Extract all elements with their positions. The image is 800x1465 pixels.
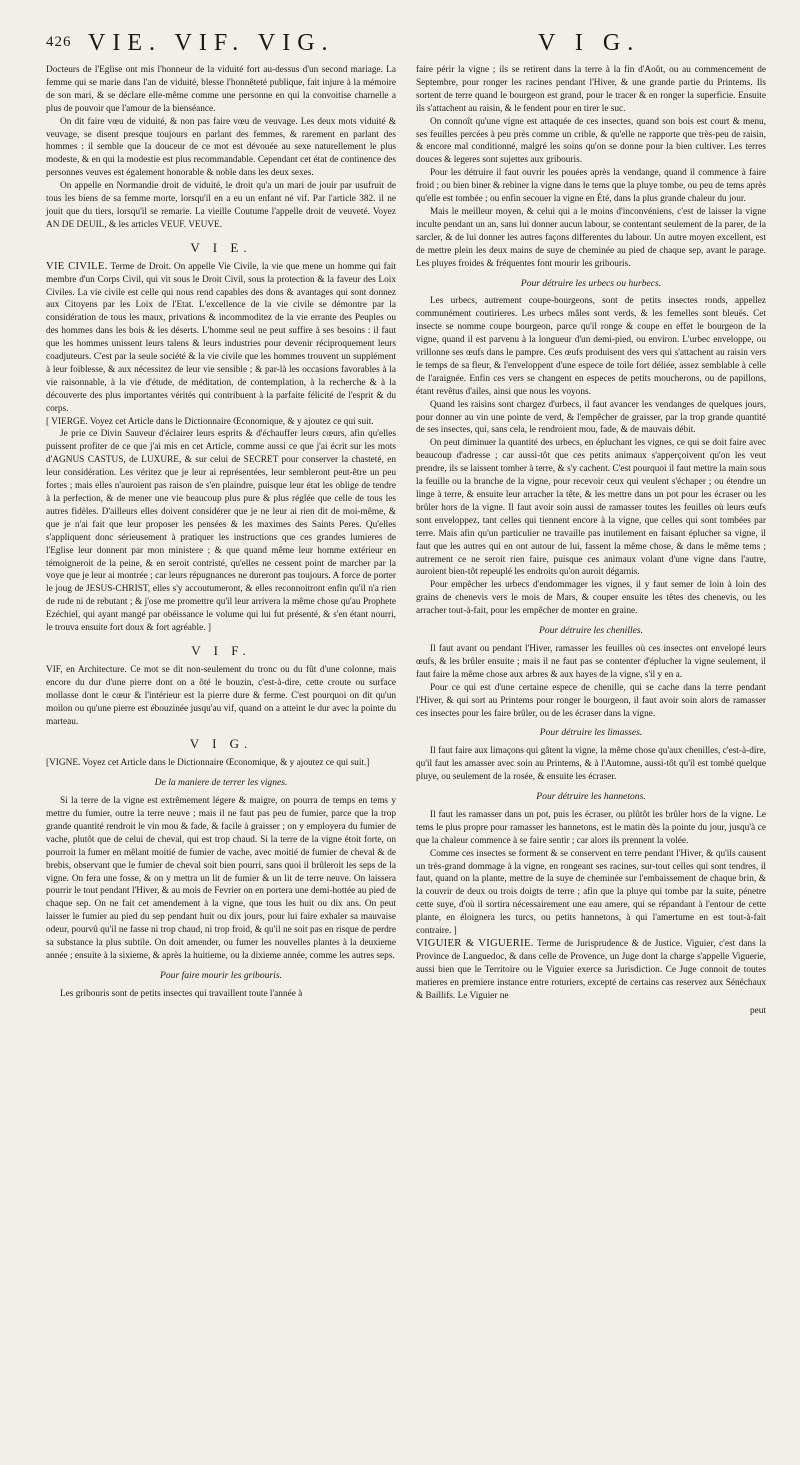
entry-text-vie-civile: Terme de Droit. On appelle Vie Civile, la vie que mene un homme qui fait membre d'un Corps Civil, qui vit sous le Droit Civil, sous la protection & la faveur des Loix Civiles. La vie civile est celle qui nous rend capables des dons & avantages qui sont donnez aux Citoyens par les Loix de l'Etat. L'excellence de la vie civile se démontre par la considération de tous les maux, privations & incommoditez de la vie errante des Peuples ou des hommes dans les bois & les déserts. L'homme seul ne peut suffire à ses besoins : il faut que les hommes unissent leurs talens & leurs industries pour devenir réciproquement leurs coadjuteurs. C'est par la seule société & la vie civile que les hommes trouvent un supplément à leur foiblesse, & aux nécessitez de leur vie sensible ; & par-là les occasions favorables à la vie raisonnable, à la vie d'étude, de méditation, de contemplation, à la recherche & à la découverte des plus importantes vérités qui contribuent à la parfaite félicité de l'esprit & du corps. (46, 261, 396, 414)
paragraph-urbecs-2: Quand les raisins sont chargez d'urbecs, il faut avancer les vendanges de quelques jours, pour donner au vin une pointe de verd, & l'empêcher de graisser, par la trop grande quantité de ses insectes, qui, sans cela, le rendroient mou, fade, & de mauvais débit. (416, 399, 766, 436)
paragraph-gribouris-4: Mais le meilleur moyen, & celui qui a le moins d'inconvéniens, c'est de laisser la vigne inculte pendant un an, sans lui donner aucun labour, se contentant seulement de la parer, de la sarcler, & de lui donner les autres façons differentes du labour. Un autre moyen excellent, est de mettre plein les deux mains de suye de cheminée au pied de chaque sep, avant le parage. Les pluyes froides & fréquentes font mourir les gribouris. (416, 206, 766, 269)
section-heading-vig: V I G. (189, 736, 253, 752)
subheading-terrer: De la maniere de terrer les vignes. (154, 777, 288, 789)
paragraph-gribouris-cont: faire périr la vigne ; ils se retirent dans la terre à la fin d'Août, ou au commencement de Septembre, pour ronger les racines pendant l'Hiver, & une grande partie du Printems. Ils sortent de terre quand le bourgeon est grand, pour le tracer & en ronger la superficie. Ensuite ils s'attachent au raisin, & le fendent pour en tirer le suc. (416, 65, 766, 114)
page-header (46, 30, 766, 64)
paragraph-limasses-1: Il faut faire aux limaçons qui gâtent la vigne, la même chose qu'aux chenilles, c'est-à-dire, qu'il faut les amasser avec soin au Printems, & à l'Automne, aussi-tôt qu'il est tombé quelque pluye, ou seulement de la rosée, & ensuite les écraser. (416, 746, 766, 783)
entry-term-vie-civile: VIE CIVILE. (46, 260, 108, 272)
subheading-limasses: Pour détruire les limasses. (539, 727, 643, 739)
paragraph-veuve-3: On appelle en Normandie droit de viduité, le droit qu'a un mari de jouir par usufruit de tous les biens de sa femme morte, lorsqu'il en a eu un enfant né vif. Par l'article 382. il ne jouit que du tiers, lorsqu'il se remarie. La vieille Coutume l'appelle droit de veuveté. Voyez AN DE DEUIL, & les articles VEUF. VEUVE. (46, 181, 396, 230)
paragraph-gribouris-3: Pour les détruire il faut ouvrir les pouées après la vendange, quand il commence à faire froid ; ou bien biner & rebiner la vigne dans le tems que la pluye tombe, ou peu de tems après qu'elle est tombée ; ou enfin secouer la vigne en Été, dans la plus grande chaleur du jour. (416, 168, 766, 205)
page-number: 426 (46, 34, 72, 50)
entry-vif: VIF, en Architecture. Ce mot se dit non-seulement du tronc ou du fût d'une colonne, mais encore du dur d'une pierre dont on a ôté le bouzin, c'est-à-dire, cette croute ou surface mollasse dont le cœur & l'intérieur est la pierre dure & ferme. C'est pourquoi on dit qu'un moilon ou qu'une pierre est ébouzinée jusqu'au vif, quand on a atteint le dur avec la pointe du marteau. (46, 664, 396, 727)
paragraph-hannetons-1: Il faut les ramasser dans un pot, puis les écraser, ou plûtôt les brûler hors de la vigne. Le tems le plus propre pour ramasser les hannetons, est le matin dès la pointe du jour, jusqu'à ce que la chaleur commence à se faire sentir ; car alors ils prennent la volée. (416, 809, 766, 846)
paragraph-hannetons-2: Comme ces insectes se forment & se conservent en terre pendant l'Hiver, & qu'ils causent un très-grand dommage à la vigne, en rongeant ses racines, sur-tout celles qui sont tendres, il faut, quand on la plante, mettre de la suye de cheminée sur l'embaissement de chaque brin, & la couvrir de deux ou trois doigts de terre ; afin que la pluye qui tombe par la suite, pénetre cette suye, d'où il sortira nécessairement une eau amere, qui se répandant à l'entour de cette plante, en éloignera les turcs, ou petits hannetons, à qui l'amertume en est tout-à-fait contraire. ] (416, 848, 766, 937)
subheading-gribouris: Pour faire mourir les gribouris. (160, 969, 282, 981)
entry-term-viguier: VIGUIER & VIGUERIE. (416, 938, 534, 949)
paragraph-urbecs-3: On peut diminuer la quantité des urbecs, en épluchant les vignes, ce qui se doit faire avec beaucoup d'adresse ; car aussi-tôt que ces petits animaux s'apperçoivent qu'on les veut prendre, ils se laissent tomber à terre, & s'y cachent. C'est pourquoi il faut mettre la main sous la feuille ou la branche de la vigne, pour recevoir ceux qui veulent s'échaper ; ou étendre un linge à terre, & ensuite leur arracher la tête, & les mettre dans un pot pour les écraser ou les brûler hors de la vigne. Il faut avoir soin aussi de ramasser toutes les feuilles où leurs œufs sont enveloppez, tant celles qui tiennent encore à la vigne, que celles qui sont tombées par terre. Mais afin qu'un particulier ne travaille pas inutilement en faisant éplucher sa vigne, il faut que les autres qui en ont autour de lui, fassent la même chose, & dans le même tems ; autrement ce ne seroit rien faire, puisque ces animaux volant d'une vigne dans l'autre, auroient bien-tôt repeuplé les endroits qu'on auroit dégarnis. (416, 438, 766, 578)
section-heading-vif: V I F. (191, 642, 251, 658)
subheading-urbecs: Pour détruire les urbecs ou hurbecs. (520, 277, 662, 289)
entry-vigne: [VIGNE. Voyez cet Article dans le Dictionnaire Œconomique, & y ajoutez ce qui suit.] (46, 758, 370, 769)
entry-viguier (416, 938, 766, 1003)
section-heading-vie: V I E. (190, 239, 252, 255)
paragraph-vierge-2: Je prie ce Divin Sauveur d'éclairer leurs esprits & d'échauffer leurs cœurs, afin qu'elles puissent profiter de ce que j'ai mis en cet Article, comme aussi ce que j'ai écrit sur les mots d'AGNUS CASTUS, de LUXURE, & sur celui de SECRET pour conserver la chasteté, en leur considération. Les véritez que je leur ai représentées, leur sembleront peut-être un peu fortes ; mais elles n'auroient pas raison de s'en plaindre, puisque leur état les oblige de tendre à la perfection, & de mener une vie beaucoup plus pure & plus réglée que celle de tous les autres fidèles. D'ailleurs elles doivent considérer que je ne leur ai rien dit de moi-même, & que je n'ai fait que leur proposer les pensées & les maximes des Saints Peres. Qu'elles s'appliquent donc sérieusement à pratiquer les instructions que ces grandes lumieres de l'Eglise leur donnent par mon ministere ; & que quand même leur homme extérieur en témoigneroit de la peine, & en seroit contristé, qu'elles ne cessent point de marcher par la voye que je leur ai montrée ; car leurs répugnances ne dureront pas toujours. A force de porter le joug de JESUS-CHRIST, elles s'y accoutumeront, & elles reconnoitront enfin qu'il n'a rien de rude ni de rebutant ; & j'ose me promettre qu'il leur arrivera la même chose qu'au Prophete Ezéchiel, qui ayant mangé par obéissance le volume qui lui fut présenté, & s'en étant nourri, le trouva ensuite fort doux & fort agréable. ] (46, 429, 396, 634)
right-column (416, 64, 766, 1017)
text-columns (46, 64, 766, 1017)
entry-vierge: [ VIERGE. Voyez cet Article dans le Dictionnaire Œconomique, & y ajoutez ce qui suit. (46, 416, 374, 427)
subheading-hannetons: Pour détruire les hannetons. (536, 791, 646, 803)
running-title-left: VIE. VIF. VIG. (88, 30, 335, 56)
paragraph-chenilles-1: Il faut avant ou pendant l'Hiver, ramasser les feuilles où ces insectes ont envelopé leurs œufs, & les brûler ensuite ; mais il ne faut pas se contenter d'éplucher la vigne seulement, il faut faire la même chose aux arbres & aux hayes de la vigne, s'il y en a. (416, 643, 766, 680)
running-title-right: V I G. (538, 30, 641, 56)
paragraph-urbecs-1: Les urbecs, autrement coupe-bourgeons, sont de petits insectes ronds, appellez communément coutirieres. Les urbecs mâles sont verds, & les femelles sont bleuës. Cet insecte se nomme coupe bourgeon, parce qu'il ronge & coupe en effet le bourgeon de la vigne, quand il est parvenu à la longueur d'un demi-pied, ou environ. L'urbec enveloppe, ou vrillonne ses œufs dans le pampre. Ces œufs produisent des vers qui s'attachent au raisin vers le temps de sa fleur, & l'enveloppent d'une espece de toile fort déliée, assez semblable à celle de l'araignée. Enfin ces vers se changent en especes de petits moucherons, ou de papillons, étant revêtus d'ailes, ainsi que nous les voyons. (416, 296, 766, 397)
paragraph-gribouris-start: Les gribouris sont de petits insectes qui travaillent toute l'année à (60, 988, 303, 999)
left-column (46, 64, 396, 1017)
entry-text-viguier: Terme de Jurisprudence & de Justice. Viguier, c'est dans la Province de Languedoc, & dans celle de Provence, un Juge dont la charge s'appelle Viguerie, aussi bien que le Territoire ou le Viguier exerce sa Jurisdiction. Ce Juge connoit de toutes matieres en premiere instance entre roturiers, excepté de certains cas reservez aux Sénéchaux & Baillifs. Le Viguier ne (416, 939, 766, 1001)
paragraph-urbecs-4: Pour empêcher les urbecs d'endommager les vignes, il y faut semer de loin à loin des grains de chenevis vers le mois de Mars, & couper ensuite les têtes des chenevis, ou les arracher tout-à-fait, pour les empêcher de monter en graine. (416, 580, 766, 617)
subheading-chenilles: Pour détruire les chenilles. (538, 625, 644, 637)
paragraph-chenilles-2: Pour ce qui est d'une certaine espece de chenille, qui se cache dans la terre pendant l'Hiver, & qui sort au Printems pour ronger le bourgeon, il faut avoir soin alors de ramasser ces insectes pour les faire brûler, ou de les écraser dans la vigne. (416, 682, 766, 719)
paragraph-terrer: Si la terre de la vigne est extrêmement légere & maigre, on pourra de temps en tems y mettre du fumier, outre la terre neuve ; mais il ne faut pas peu de fumier, parce que la trop grande quantité rendroit le vin mou & fade, & facile à graisser ; on y employera du fumier de vache, plutôt que de celui de cheval, qui est trop chaud. Si la terre de la vigne étoit forte, on pourroit la fumer en mêlant moitié de fumier de vache, avec moitié de fumier de cheval & de brebis, observant que le fumier de cheval soit bien pourri, sans quoi il brûleroit les seps de la vigne. On fera une fosse, & on y mettra un lit de fumier & un lit de terre neuve. On laissera pourrir le tout pendant l'Hiver, & au mois de Fevrier on en portera une demi-hottée au pied de chaque sep. On ne fait cet amendement à la vigne, que tous les huit ou dix ans. On peut laisser le fumier au pied du sep pendant huit ou dix jours, pour lui faire exhaler sa mauvaise odeur, pourvû qu'il ne fasse ni trop chaud, ni trop froid, & qu'il ne soit pas en risque de perdre sa substance la plus subtile. On doit amender, ou fumer les nouvelles plantes à la deuxieme année ; ensuite à la sixieme, & après la huitieme, ou la dixieme année, comme les autres seps. (46, 796, 396, 961)
paragraph-gribouris-2: On connoît qu'une vigne est attaquée de ces insectes, quand son bois est court & menu, ses feuilles percées à peu près comme un crible, & qu'elle ne rapporte que très-peu de raisin, & encore mal conditionné, malgré les soins qu'on se donne pour la bien cultiver. Les terres douces & legeres sont sujettes aux gribouris. (416, 116, 766, 166)
paragraph-veuve-1: Docteurs de l'Eglise ont mis l'honneur de la viduité fort au-dessus d'un second mariage. La femme qui se marie dans l'an de viduité, blesse l'honnêteté publique, fait injure à la mémoire de son mari, & se déclare elle-même comme une personne en qui la convoitise charnelle a plus de pouvoir que l'amour de la bienséance. (46, 65, 396, 114)
entry-vie-civile (46, 261, 396, 416)
catchword: peut (749, 1005, 766, 1016)
paragraph-veuve-2: On dit faire vœu de viduité, & non pas faire vœu de veuvage. Les deux mots viduité & veuvage, se disent presque toujours en parlant des femmes, & rarement en parlant des hommes : il semble que la douceur de ce mot est dévouée au sexe naturellement le plus modeste, & en qui la modestie est plus recommandable. Cependant cet état de continence des personnes veuves est également honorable & noble dans les deux sexes. (46, 116, 396, 179)
